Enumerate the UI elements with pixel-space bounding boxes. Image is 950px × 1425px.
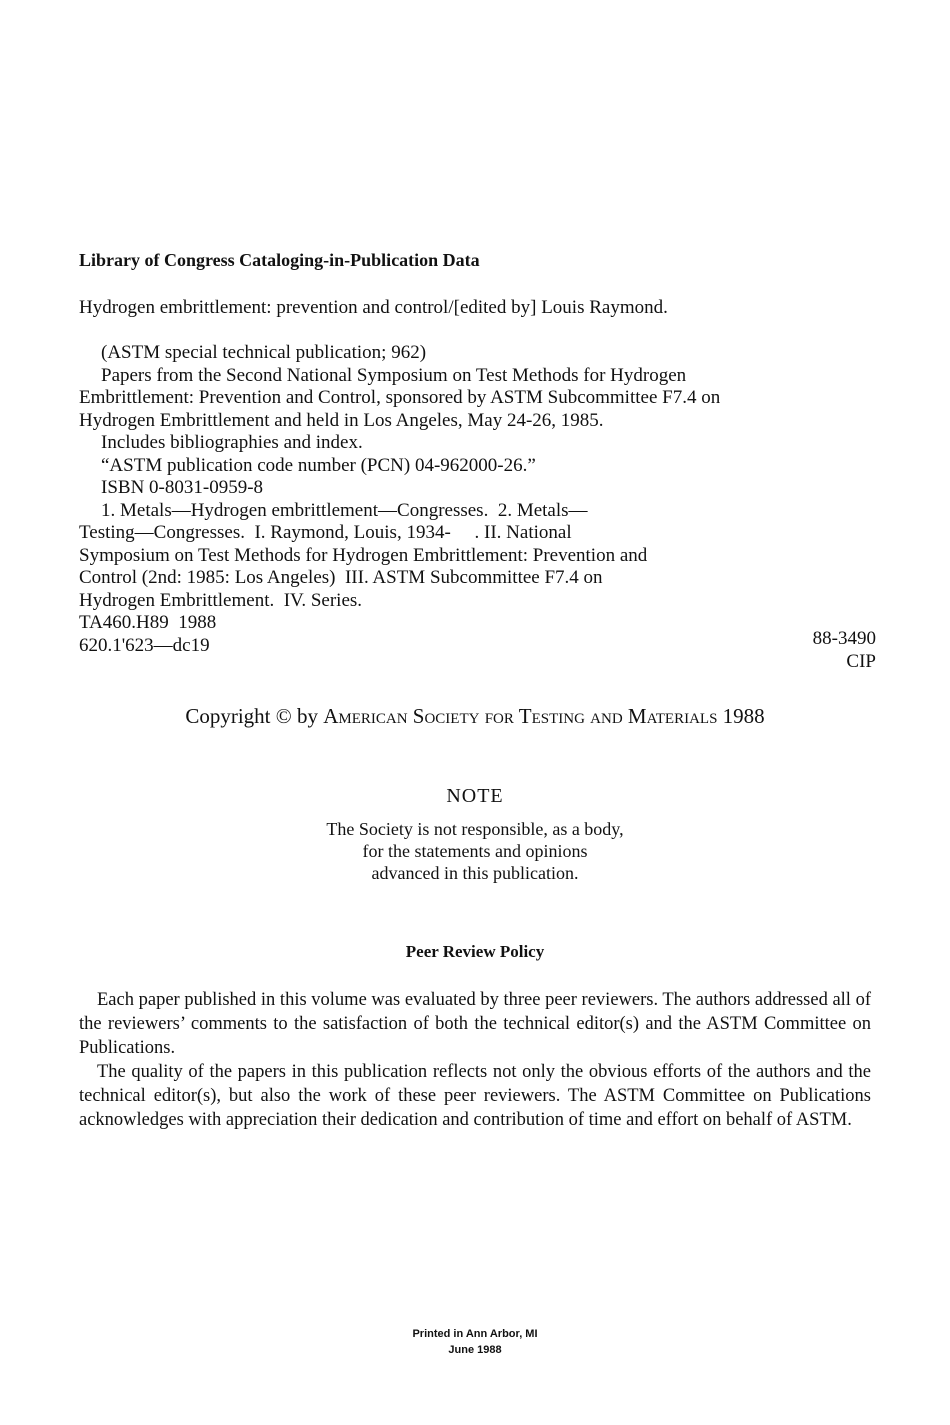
cip-note-line: Hydrogen Embrittlement and held in Los Angeles, May 24-26, 1985. xyxy=(79,409,604,431)
cip-subject-line: 1. Metals—Hydrogen embrittlement—Congresses. 2. Metals— xyxy=(101,499,588,521)
note-title: NOTE xyxy=(446,785,504,807)
cip-note-line: Embrittlement: Prevention and Control, sponsored by ASTM Subcommittee F7.4 on xyxy=(79,387,721,408)
cip-label: CIP xyxy=(846,650,876,672)
cip-heading: Library of Congress Cataloging-in-Publication Data xyxy=(79,250,480,270)
imprint-date: June 1988 xyxy=(448,1344,502,1356)
copyright-year: 1988 xyxy=(722,704,765,728)
note-line: for the statements and opinions xyxy=(362,841,588,861)
cip-isbn: ISBN 0-8031-0959-8 xyxy=(101,477,264,498)
copyright-owner: American Society for Testing and Materials xyxy=(323,704,718,728)
peer-review-paragraph: The quality of the papers in this publication reflects not only the obvious efforts of the authors and the technical editor(s), but also the work of these peer reviewers. The ASTM Committee on Publications acknowledges with appreciation their dedication and contribution of time and effort on behalf of ASTM. xyxy=(79,1062,871,1130)
peer-review-body xyxy=(79,988,871,1132)
cip-record xyxy=(79,342,879,657)
copyright-prefix: Copyright © by xyxy=(185,704,318,728)
note-line: advanced in this publication. xyxy=(371,863,579,883)
cip-lccn: 88-3490 xyxy=(812,628,876,649)
note-body xyxy=(0,818,950,884)
cip-series-note: (ASTM special technical publication; 962) xyxy=(101,342,427,363)
cip-note-line: “ASTM publication code number (PCN) 04-962000-26.” xyxy=(101,454,536,476)
cip-note-line: Includes bibliographies and index. xyxy=(101,432,363,453)
cip-subject-line: Symposium on Test Methods for Hydrogen Embrittlement: Prevention and xyxy=(79,544,648,566)
cip-subject-line: Testing—Congresses. I. Raymond, Louis, 1934- . II. National xyxy=(79,522,572,543)
cip-dewey-number: 620.1'623—dc19 xyxy=(79,634,210,656)
cip-main-entry: Hydrogen embrittlement: prevention and control/[edited by] Louis Raymond. xyxy=(79,297,668,318)
cip-call-number: TA460.H89 1988 xyxy=(79,612,217,633)
cip-note-line: Papers from the Second National Symposium on Test Methods for Hydrogen xyxy=(101,364,687,386)
cip-control-number xyxy=(813,628,876,673)
imprint-place: Printed in Ann Arbor, MI xyxy=(412,1328,538,1340)
peer-review-paragraph: Each paper published in this volume was evaluated by three peer reviewers. The authors addressed all of the reviewers’ comments to the satisfaction of both the technical editor(s) and the ASTM Committee on Publications. xyxy=(79,990,871,1058)
printer-imprint xyxy=(0,1326,950,1358)
note-line: The Society is not responsible, as a body, xyxy=(326,819,624,839)
peer-review-title: Peer Review Policy xyxy=(405,942,545,961)
cip-subject-line: Hydrogen Embrittlement. IV. Series. xyxy=(79,589,363,611)
copyright-line xyxy=(0,704,950,729)
cip-subject-line: Control (2nd: 1985: Los Angeles) III. ASTM Subcommittee F7.4 on xyxy=(79,567,603,588)
